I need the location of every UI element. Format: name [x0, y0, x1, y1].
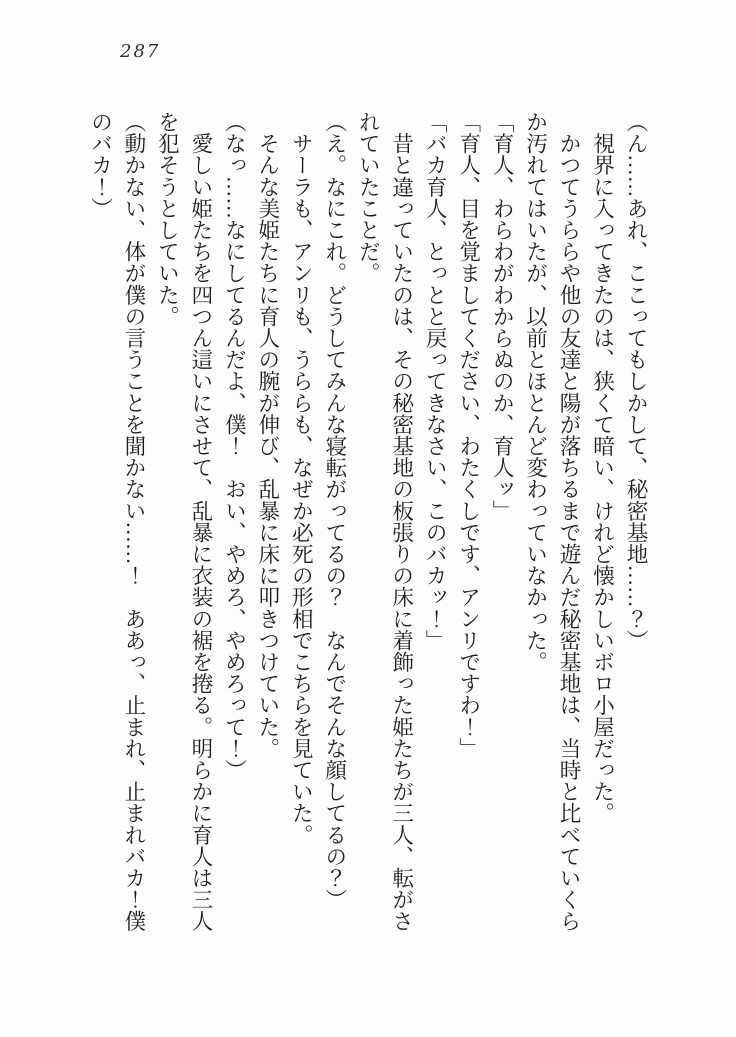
- page-number: 287: [120, 41, 161, 62]
- vertical-text-block: [83, 111, 652, 935]
- paragraph-12: 愛しい姫たちを四つん這いにさせて、乱暴に衣装の裾を捲る。明らかに育人は三人を犯そうとしていた。: [155, 111, 213, 932]
- paragraph-09: サーラも、アンリも、うららも、なぜか必死の形相でこちらを見ていた。: [289, 111, 314, 846]
- paragraph-07: 昔と違っていたのは、その秘密基地の板張りの床に着飾った姫たちが三人、転がされていたことだ。: [356, 111, 414, 932]
- paragraph-06: 「バカ育人、とっとと戻ってきなさい、このバカッ！」: [423, 111, 448, 651]
- paragraph-04: 「育人、わらわがわからぬのか、育人ッ」: [490, 111, 515, 522]
- paragraph-11: （なっ……なにしてるんだよ、僕！ おい、やめろ、やめろって！）: [222, 111, 247, 781]
- paragraph-02: 視界に入ってきたのは、狭くて暗い、けれど懐かしいボロ小屋だった。: [590, 111, 615, 824]
- paragraph-03: かつてうららや他の友達と陽が落ちるまで遊んだ秘密基地は、当時と比べていくらか汚れてはいたが、以前とほとんど変わっていなかった。: [523, 111, 582, 932]
- paragraph-10: そんな美姫たちに育人の腕が伸び、乱暴に床に叩きつけていた。: [255, 111, 280, 759]
- paragraph-13: （動かない、体が僕の言うことを聞かない……！ ああっ、止まれ、止まれバカ！僕のバカ！）: [88, 111, 146, 932]
- paragraph-01: （ん……あれ、ここってもしかして、秘密基地……？）: [624, 111, 648, 651]
- paragraph-08: （え。なにこれ。どうしてみんな寝転がってるの？ なんでそんな顔してるの？）: [322, 111, 347, 911]
- paragraph-05: 「育人、目を覚ましてください、わたくしです、アンリですわ！」: [456, 111, 481, 759]
